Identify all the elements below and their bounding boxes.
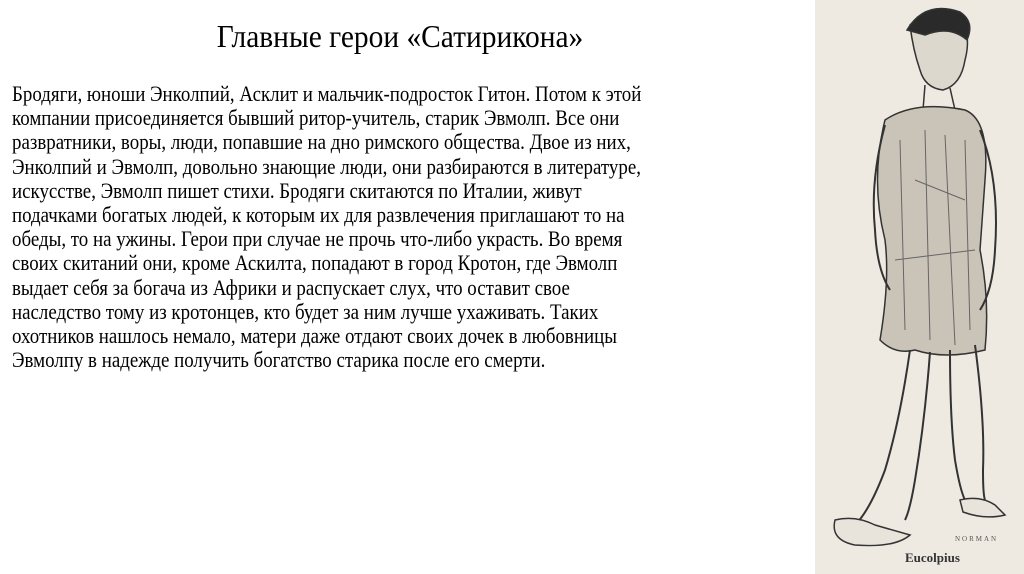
eucolpius-illustration [815,0,1024,574]
body-line: охотников нашлось немало, матери даже отдают своих дочек в любовницы [12,322,617,348]
body-line: Энколпий и Эвмолп, довольно знающие люди, они разбираются в литературе, [12,153,641,179]
body-line: обеды, то на ужины. Герои при случае не прочь что-либо украсть. Во время [12,226,623,252]
body-line: искусстве, Эвмолп пишет стихи. Бродяги скитаются по Италии, живут [12,177,582,203]
body-line: своих скитаний они, кроме Аскилта, попадают в город Кротон, где Эвмолп [12,250,618,276]
figure-sketch [815,0,1024,574]
artist-signature: NORMAN [955,535,999,543]
body-line: наследство тому из кротонцев, кто будет за ним лучше ухаживать. Таких [12,298,599,324]
slide-title: Главные герои «Сатирикона» [216,18,584,54]
body-line: подачками богатых людей, к которым их для развлечения приглашают то на [12,201,625,227]
body-line: Бродяги, юноши Энколпий, Асклит и мальчик-подросток Гитон. Потом к этой [12,81,642,106]
body-line: выдает себя за богача из Африки и распускает слух, что оставит свое [12,274,570,300]
body-line: компании присоединяется бывший ритор-учитель, старик Эвмолп. Все они [12,105,620,131]
illustration-caption: Eucolpius [905,550,960,565]
body-line: развратники, воры, люди, попавшие на дно римского общества. Двое из них, [12,129,631,155]
body-line: Эвмолпу в надежде получить богатство старика после его смерти. [12,347,546,373]
body-text [12,82,744,372]
